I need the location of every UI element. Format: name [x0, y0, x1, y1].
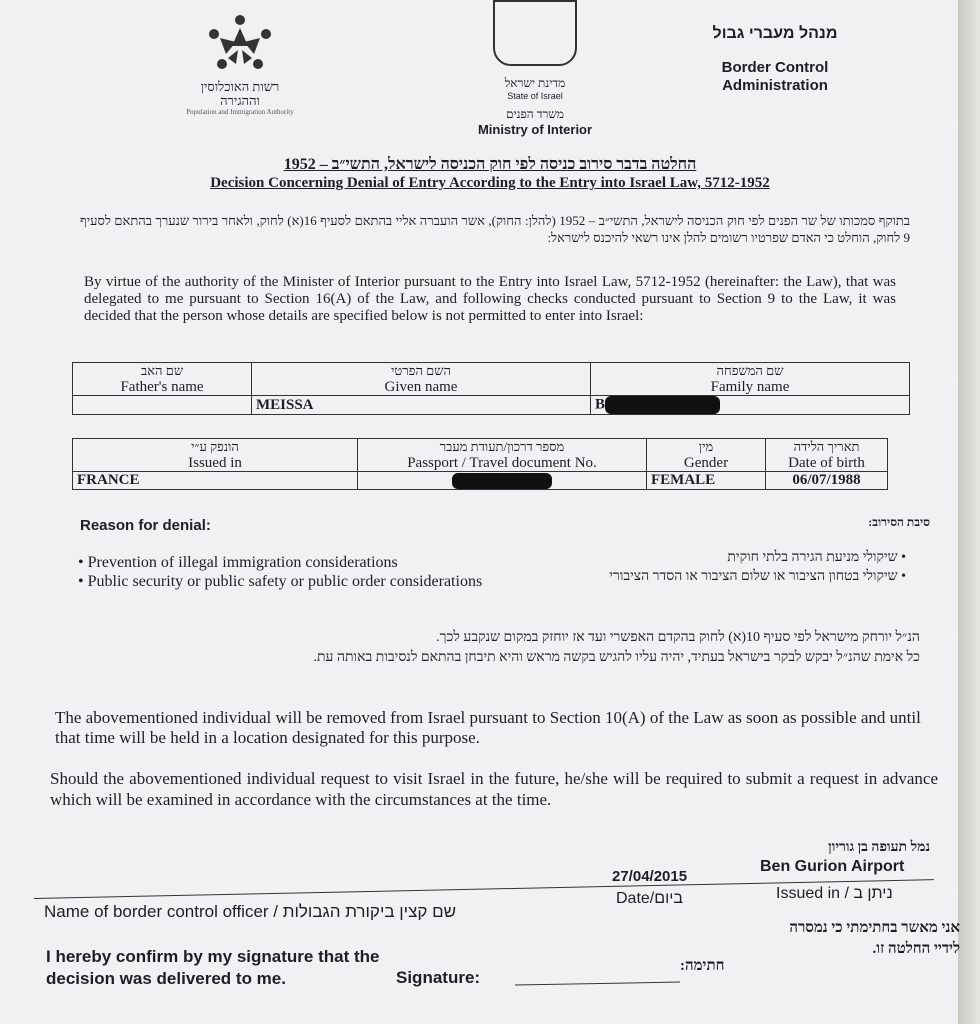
father-value	[73, 396, 252, 415]
intro-he: בתוקף סמכותו של שר הפנים לפי חוק הכניסה לישראל, התשי״ב – 1952 (להלן: החוק), אשר הועברה אליי בהתאם לסעיף 16(א) לחוק, ולאחר בירור שנערך בהתאם לסעיף 9 לחוק, הוחלט כי האדם שפרטיו רשומים להלן אינו רשאי להיכנס לישראל:	[80, 213, 911, 245]
decision-date: 27/04/2015	[612, 868, 688, 885]
future-request-en: Should the abovementioned individual request to visit Israel in the future, he/she will be required to submit a request in advance which will be examined in accordance with the circumstances at the time.	[50, 769, 938, 809]
list-item: • Prevention of illegal immigration considerations	[78, 554, 398, 571]
authority-logo	[180, 12, 300, 116]
intro-en: By virtue of the authority of the Minister of Interior pursuant to the Entry into Israel Law, 5712-1952 (hereinafter: the Law), that was delegated to me pursuant to Section 16(A) of the Law, and following checks conducted pursuant to Section 9 to the Law, it was decided that the person whose details are specified below is not permitted to enter into Israel:	[84, 274, 896, 324]
given-header: השם הפרטי Given name	[252, 363, 591, 396]
list-item: • שיקולי בטחון הציבור או שלום הציבור או הסדר הציבורי	[609, 569, 906, 584]
dob-value: 06/07/1988	[766, 472, 888, 490]
redaction-bar	[605, 396, 720, 414]
ministry-he: משרד הפנים	[505, 107, 564, 121]
title-en: Decision Concerning Denial of Entry According to the Entry into Israel Law, 5712-1952	[210, 175, 770, 191]
reason-label-he: סיבת הסירוב:	[868, 515, 930, 529]
page-edge	[958, 0, 980, 1024]
gender-value: FEMALE	[647, 472, 766, 490]
reason-label-en: Reason for denial:	[80, 517, 211, 534]
document-table	[72, 438, 888, 490]
reason-list-he	[520, 548, 920, 586]
authority-name-en: Population and Immigration Authority	[186, 108, 294, 116]
ministry-en: Ministry of Interior	[477, 122, 593, 137]
list-item: • Public security or public safety or public order considerations	[78, 573, 483, 590]
menorah-emblem-icon	[493, 0, 577, 66]
gender-header: מין Gender	[647, 439, 766, 472]
person-table	[72, 362, 910, 415]
given-value: MEISSA	[252, 396, 591, 415]
issued-header: הונפק ע״י Issued in	[73, 439, 358, 472]
bca-he: מנהל מעברי גבול	[712, 25, 838, 42]
redaction-bar	[452, 473, 552, 489]
removal-en: The abovementioned individual will be removed from Israel pursuant to Section 10(A) of the Law as soon as possible and until that time will be held in a location designated for this purpose.	[55, 708, 921, 747]
issued-value: FRANCE	[73, 472, 358, 490]
border-control-header	[690, 25, 860, 95]
state-en: State of Israel	[507, 91, 563, 101]
date-label: Date/ביום	[616, 890, 683, 907]
removal-he: הנ״ל יורחק מישראל לפי סעיף 10(א) לחוק בהקדם האפשרי ועד אז יוחזק במקום שנקבע לכך. כל אימת שהנ״ל יבקש לבקר בישראל בעתיד, יהיה עליו להגיש בקשה מראש והיא תיבחן בהתאם לנסיבות באותה עת.	[313, 630, 920, 665]
state-he: מדינת ישראל	[504, 76, 566, 90]
issued-label: Issued in / ניתן ב	[776, 885, 893, 902]
signature-label-he: חתימה:	[680, 958, 725, 974]
officer-label: Name of border control officer / שם קצין ביקורת הגבולות	[44, 902, 457, 921]
state-emblem	[470, 0, 600, 137]
confirm-he: אני מאשר בחתימתי כי נמסרה לידיי החלטה זו.	[789, 920, 960, 957]
title-he: החלטה בדבר סירוב כניסה לפי חוק הכניסה לישראל, התשי״ב – 1952	[283, 156, 697, 173]
confirm-en: I hereby confirm by my signature that the decision was delivered to me.	[46, 947, 380, 988]
bca-en: Border Control Administration	[721, 59, 829, 94]
dob-header: תאריך הלידה Date of birth	[766, 439, 888, 472]
authority-star-icon	[200, 12, 280, 72]
reason-list-en	[76, 553, 516, 591]
passport-value	[358, 472, 647, 490]
father-header: שם האב Father's name	[73, 363, 252, 396]
authority-name-he: רשות האוכלוסין וההגירה	[200, 79, 280, 108]
airport-en: Ben Gurion Airport	[760, 858, 905, 875]
list-item: • שיקולי מניעת הגירה בלתי חוקית	[727, 550, 906, 565]
airport-he: נמל תעופה בן גוריון	[828, 840, 930, 855]
passport-header: מספר דרכון/תעודת מעבר Passport / Travel document No.	[358, 439, 647, 472]
signature-label: Signature:	[396, 968, 481, 987]
family-header: שם המשפחה Family name	[591, 363, 910, 396]
family-value: B	[591, 396, 910, 415]
